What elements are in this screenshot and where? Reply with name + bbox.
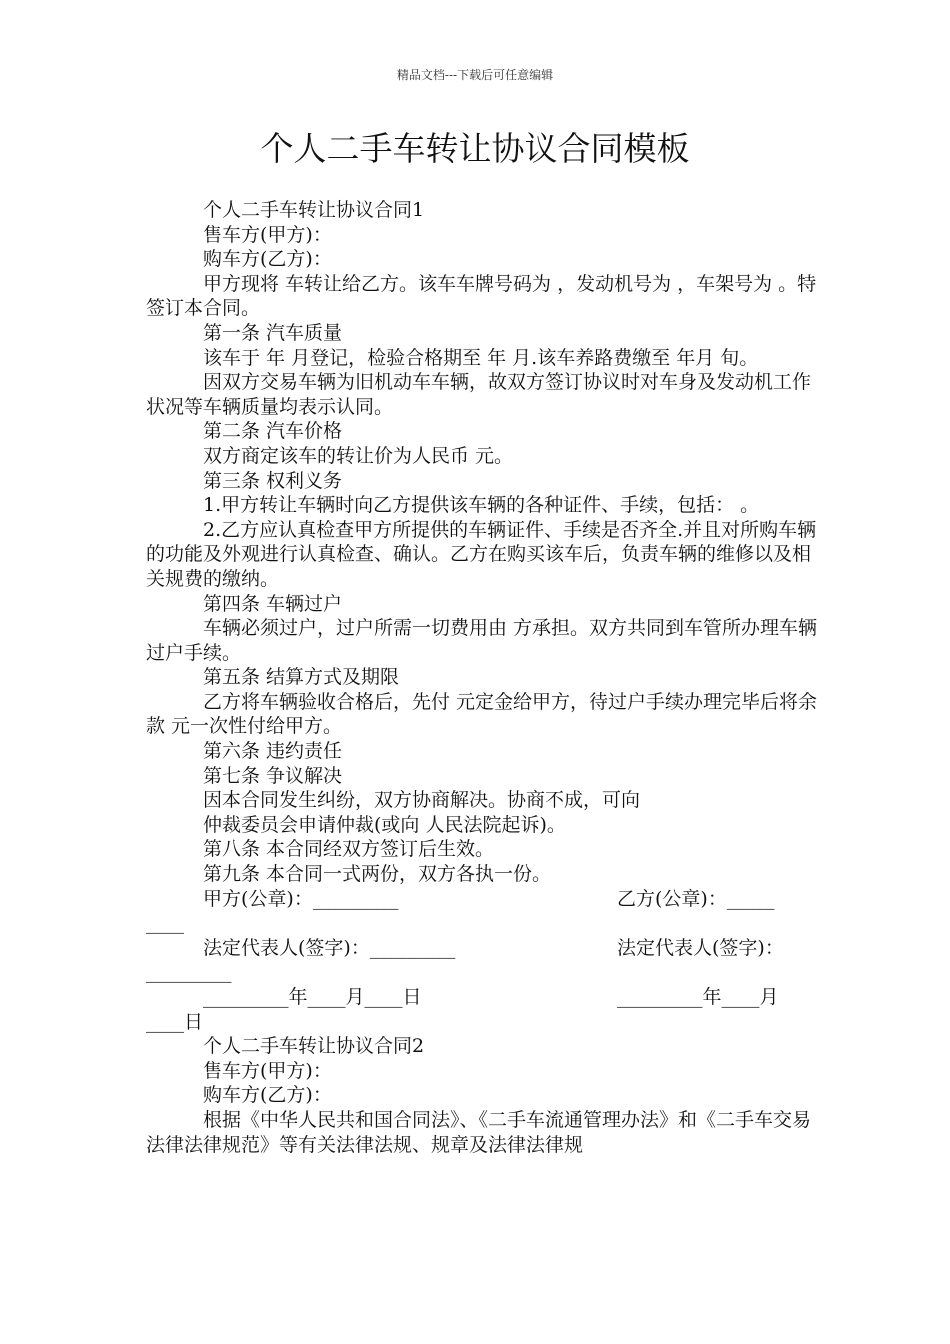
article6-title: 第六条 违约责任: [203, 740, 343, 763]
article5-title: 第五条 结算方式及期限: [203, 666, 400, 689]
party-b-representative-field-continuation: _________: [146, 961, 232, 984]
article4-paragraph1: 车辆必须过户，过户所需一切费用由 方承担。双方共同到车管所办理车辆过户手续。: [146, 617, 818, 664]
signature-representative-row: [146, 936, 818, 961]
contract1-seller-line: 售车方(甲方)：: [203, 223, 332, 246]
contract2-heading: 个人二手车转让协议合同2: [203, 1035, 425, 1058]
article1-title: 第一条 汽车质量: [203, 321, 343, 344]
signature-party-row: [146, 887, 818, 912]
article1-paragraph2: 因双方交易车辆为旧机动车车辆，故双方签订协议时对车身及发动机工作状况等车辆质量均表示认同。: [146, 371, 812, 418]
article9-title: 第九条 本合同一式两份，双方各执一份。: [203, 863, 552, 886]
party-b-seal-field-continuation: ____: [146, 912, 184, 935]
party-a-date-field: _________年____月____日: [203, 986, 422, 1008]
contract2-buyer-line: 购车方(乙方)：: [203, 1084, 332, 1107]
signature-date-row: [146, 985, 818, 1010]
article2-title: 第二条 汽车价格: [203, 420, 343, 443]
party-a-representative-field: 法定代表人(签字)：_________: [203, 936, 456, 959]
article3-paragraph2: 2.乙方应认真检查甲方所提供的车辆证件、手续是否齐全.并且对所购车辆的功能及外观进行认真检查、确认。乙方在购买该车后，负责车辆的维修以及相关规费的缴纳。: [146, 518, 817, 590]
party-b-date-field-continuation: ____日: [146, 1010, 204, 1033]
article1-paragraph1: 该车于 年 月登记，检验合格期至 年 月.该车养路费缴至 年月 旬。: [203, 346, 759, 369]
party-b-seal-field: 乙方(公章)：_____: [617, 887, 775, 910]
article7-paragraph2: 仲裁委员会申请仲裁(或向 人民法院起诉)。: [203, 813, 566, 836]
article8-title: 第八条 本合同经双方签订后生效。: [203, 838, 495, 861]
document-body: [146, 198, 818, 1157]
contract1-intro: 甲方现将 车转让给乙方。该车车牌号码为 ，发动机号为 ，车架号为 。特签订本合同。: [146, 272, 817, 320]
party-a-seal-field: 甲方(公章)：_________: [203, 887, 399, 910]
party-b-date-field: _________年____月: [617, 986, 779, 1008]
document-title: 个人二手车转让协议合同模板: [260, 129, 690, 168]
contract2-seller-line: 售车方(甲方)：: [203, 1059, 332, 1082]
article4-title: 第四条 车辆过户: [203, 592, 343, 615]
contract1-buyer-line: 购车方(乙方)：: [203, 248, 332, 271]
contract1-heading: 个人二手车转让协议合同1: [203, 199, 425, 221]
article2-paragraph1: 双方商定该车的转让价为人民币 元。: [203, 444, 514, 467]
contract2-intro: 根据《中华人民共和国合同法》、《二手车流通管理办法》和《二手车交易法律法律规范》等有关法律法规、规章及法律法律规: [146, 1108, 812, 1156]
article3-title: 第三条 权利义务: [203, 469, 343, 492]
article7-paragraph1: 因本合同发生纠纷，双方协商解决。协商不成，可向: [203, 789, 641, 812]
article5-paragraph1: 乙方将车辆验收合格后，先付 元定金给甲方，待过户手续办理完毕后将余款 元一次性付给甲方。: [146, 690, 818, 738]
article3-paragraph1: 1.甲方转让车辆时向乙方提供该车辆的各种证件、手续，包括： 。: [203, 494, 760, 517]
article7-title: 第七条 争议解决: [203, 764, 343, 787]
header-note: 精品文档---下载后可任意编辑: [396, 68, 554, 82]
party-b-representative-field: 法定代表人(签字)：: [617, 936, 784, 959]
